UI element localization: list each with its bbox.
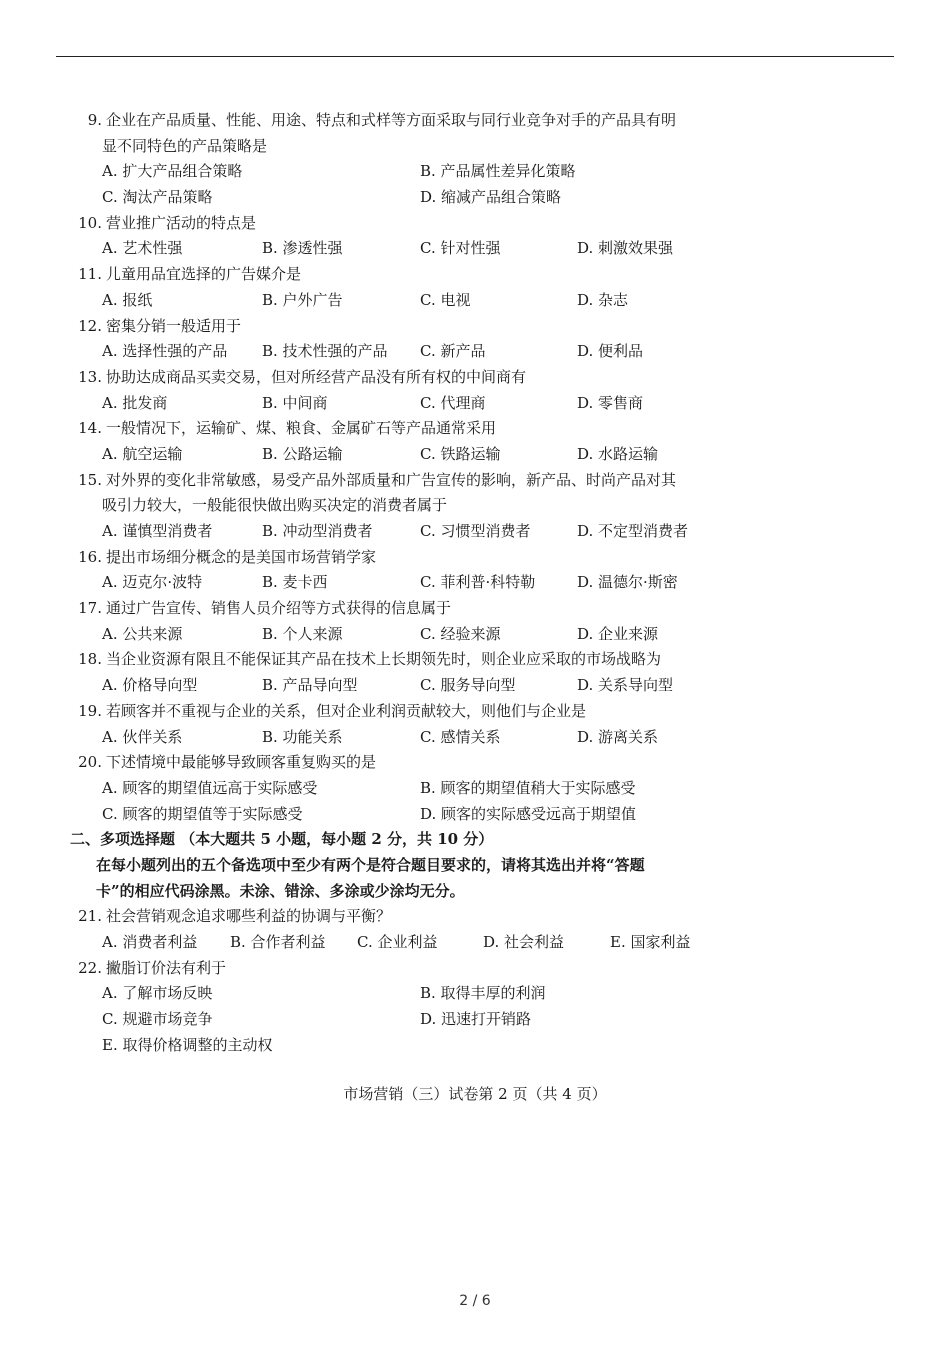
section-2-instructions-line-2: 卡”的相应代码涂黑。未涂、错涂、多涂或少涂均无分。 — [96, 881, 465, 900]
options-row — [70, 981, 730, 1007]
answer-option: A. 选择性强的产品 — [102, 342, 228, 361]
question — [70, 956, 730, 1059]
answer-option: A. 顾客的期望值远高于实际感受 — [102, 778, 318, 797]
question-stem-line — [70, 314, 730, 340]
answer-option: B. 个人来源 — [262, 624, 343, 643]
answer-option: A. 消费者利益 — [102, 933, 198, 951]
answer-option: C. 经验来源 — [420, 624, 501, 643]
question-number: 22. — [78, 958, 102, 977]
top-rule — [56, 56, 894, 57]
answer-option: B. 功能关系 — [262, 727, 343, 746]
question-stem-line — [70, 365, 730, 391]
options-row — [70, 519, 730, 545]
options-row — [70, 1007, 730, 1033]
question-number: 20. — [78, 753, 102, 772]
question-text: 密集分销一般适用于 — [106, 316, 242, 335]
question-text: 若顾客并不重视与企业的关系，但对企业利润贡献较大，则他们与企业是 — [106, 701, 587, 720]
answer-option: D. 不定型消费者 — [577, 522, 689, 540]
question — [70, 211, 730, 262]
question-number: 9. — [87, 111, 102, 129]
question-text: 吸引力较大，一般能很快做出购买决定的消费者属于 — [102, 496, 448, 515]
question-stem-line — [70, 545, 730, 571]
answer-option: C. 习惯型消费者 — [420, 522, 531, 540]
section-2-heading: 二、多项选择题 （本大题共 5 小题，每小题 2 分，共 10 分） — [70, 830, 494, 849]
question-text: 下述情境中最能够导致顾客重复购买的是 — [106, 753, 377, 772]
question-stem-line — [70, 134, 730, 160]
question-stem-line — [70, 699, 730, 725]
page-footer: 市场营销（三）试卷第 2 页（共 4 页） — [343, 1085, 607, 1103]
question-number: 14. — [78, 419, 102, 438]
question-number: 12. — [78, 316, 102, 335]
answer-option: E. 国家利益 — [610, 933, 691, 951]
question-text: 撇脂订价法有利于 — [106, 958, 227, 977]
question-text: 提出市场细分概念的是美国市场营销学家 — [106, 547, 377, 566]
question-text: 当企业资源有限且不能保证其产品在技术上长期领先时，则企业应采取的市场战略为 — [106, 650, 662, 669]
answer-option: A. 迈克尔·波特 — [102, 573, 203, 592]
answer-option: D. 温德尔·斯密 — [577, 573, 678, 592]
answer-option: D. 游离关系 — [577, 727, 659, 746]
answer-option: C. 感情关系 — [420, 727, 501, 746]
answer-option: B. 产品导向型 — [262, 676, 358, 695]
question-text: 企业在产品质量、性能、用途、特点和式样等方面采取与同行业竞争对手的产品具有明 — [106, 111, 677, 129]
answer-option: D. 零售商 — [577, 393, 644, 412]
question — [70, 750, 730, 827]
answer-option: A. 艺术性强 — [102, 239, 183, 258]
question-stem-line — [70, 211, 730, 237]
answer-option: D. 迅速打开销路 — [420, 1010, 532, 1029]
options-row — [70, 570, 730, 596]
question-number: 16. — [78, 547, 102, 566]
answer-option: A. 扩大产品组合策略 — [102, 162, 243, 181]
options-row — [70, 288, 730, 314]
answer-option: C. 电视 — [420, 290, 471, 309]
answer-option: B. 冲动型消费者 — [262, 522, 373, 540]
answer-option: B. 户外广告 — [262, 290, 343, 309]
single-choice-block — [70, 108, 730, 827]
answer-option: C. 淘汰产品策略 — [102, 188, 213, 207]
answer-option: B. 中间商 — [262, 393, 328, 412]
answer-option: D. 便利品 — [577, 342, 644, 361]
answer-option: B. 取得丰厚的利润 — [420, 984, 546, 1003]
answer-option: A. 谨慎型消费者 — [102, 522, 213, 540]
options-row — [70, 159, 730, 185]
answer-option: A. 了解市场反映 — [102, 984, 213, 1003]
options-row — [70, 391, 730, 417]
answer-option: C. 规避市场竞争 — [102, 1010, 213, 1029]
question-stem-line — [70, 904, 730, 930]
question — [70, 262, 730, 313]
answer-option: C. 顾客的期望值等于实际感受 — [102, 804, 303, 823]
question-stem-line — [70, 750, 730, 776]
answer-option: C. 铁路运输 — [420, 444, 501, 463]
answer-option: C. 服务导向型 — [420, 676, 516, 695]
question-stem-line — [70, 493, 730, 519]
question-number: 21. — [78, 907, 102, 926]
answer-option: A. 公共来源 — [102, 624, 183, 643]
question — [70, 545, 730, 596]
question — [70, 647, 730, 698]
page-indicator: 2 / 6 — [459, 1293, 491, 1309]
question-number: 11. — [78, 265, 102, 284]
answer-option: C. 新产品 — [420, 342, 486, 361]
question-stem-line — [70, 108, 730, 134]
answer-option: A. 价格导向型 — [102, 676, 198, 695]
answer-option: A. 报纸 — [102, 290, 153, 309]
answer-option: B. 麦卡西 — [262, 573, 328, 592]
question-text: 通过广告宣传、销售人员介绍等方式获得的信息属于 — [106, 599, 452, 618]
answer-option: B. 渗透性强 — [262, 239, 343, 258]
answer-option: D. 关系导向型 — [577, 676, 674, 695]
answer-option: E. 取得价格调整的主动权 — [102, 1035, 273, 1054]
options-row — [70, 1033, 730, 1059]
question-number: 13. — [78, 367, 102, 386]
answer-option: B. 合作者利益 — [230, 933, 326, 951]
question — [70, 904, 730, 955]
question — [70, 416, 730, 467]
question-number: 15. — [78, 470, 102, 489]
options-row — [70, 622, 730, 648]
question-stem-line — [70, 647, 730, 673]
answer-option: D. 刺激效果强 — [577, 239, 674, 258]
question — [70, 699, 730, 750]
question-text: 协助达成商品买卖交易，但对所经营产品没有所有权的中间商有 — [106, 367, 527, 386]
answer-option: C. 企业利益 — [357, 933, 438, 951]
answer-option: D. 杂志 — [577, 290, 629, 309]
question — [70, 108, 730, 211]
answer-option: D. 水路运输 — [577, 444, 659, 463]
question-stem-line — [70, 956, 730, 982]
options-row — [70, 236, 730, 262]
answer-option: A. 伙伴关系 — [102, 727, 183, 746]
answer-option: D. 缩减产品组合策略 — [420, 188, 562, 207]
question-number: 18. — [78, 650, 102, 669]
question — [70, 596, 730, 647]
exam-content — [70, 108, 730, 1058]
options-row — [70, 930, 730, 956]
options-row — [70, 673, 730, 699]
multiple-choice-block — [70, 904, 730, 1058]
answer-option: D. 顾客的实际感受远高于期望值 — [420, 804, 637, 823]
answer-option: B. 产品属性差异化策略 — [420, 162, 576, 181]
question — [70, 468, 730, 545]
answer-option: B. 技术性强的产品 — [262, 342, 388, 361]
question-text: 社会营销观念追求哪些利益的协调与平衡？ — [106, 907, 392, 926]
question-text: 显不同特色的产品策略是 — [102, 136, 268, 155]
answer-option: D. 社会利益 — [483, 933, 565, 951]
question-text: 儿童用品宜选择的广告媒介是 — [106, 265, 302, 284]
answer-option: C. 代理商 — [420, 393, 486, 412]
answer-option: B. 顾客的期望值稍大于实际感受 — [420, 778, 636, 797]
options-row — [70, 725, 730, 751]
options-row — [70, 776, 730, 802]
answer-option: C. 菲利普·科特勒 — [420, 573, 536, 592]
answer-option: A. 批发商 — [102, 393, 168, 412]
question-number: 19. — [78, 701, 102, 720]
answer-option: C. 针对性强 — [420, 239, 501, 258]
section-2-instructions-line-1: 在每小题列出的五个备选项中至少有两个是符合题目要求的，请将其选出并将“答题 — [96, 855, 645, 874]
question-stem-line — [70, 416, 730, 442]
question-text: 对外界的变化非常敏感，易受产品外部质量和广告宣传的影响，新产品、时尚产品对其 — [106, 470, 677, 489]
question-number: 10. — [78, 213, 102, 232]
options-row — [70, 339, 730, 365]
question — [70, 314, 730, 365]
options-row — [70, 185, 730, 211]
question-text: 一般情况下，运输矿、煤、粮食、金属矿石等产品通常采用 — [106, 419, 497, 438]
answer-option: B. 公路运输 — [262, 444, 343, 463]
question-stem-line — [70, 468, 730, 494]
question-stem-line — [70, 596, 730, 622]
options-row — [70, 442, 730, 468]
question-text: 营业推广活动的特点是 — [106, 213, 257, 232]
question-stem-line — [70, 262, 730, 288]
options-row — [70, 802, 730, 828]
question — [70, 365, 730, 416]
answer-option: A. 航空运输 — [102, 444, 183, 463]
question-number: 17. — [78, 599, 102, 618]
answer-option: D. 企业来源 — [577, 624, 659, 643]
